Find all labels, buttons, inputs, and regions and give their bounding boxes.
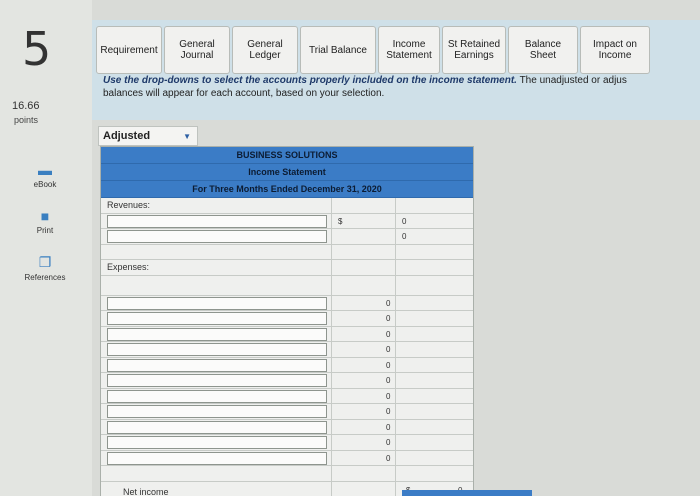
expense-amount: 0 — [386, 298, 391, 308]
expense-account-select[interactable] — [107, 421, 327, 434]
tab-impact-on-income[interactable]: Impact on Income — [580, 26, 650, 74]
tab-income-statement[interactable]: Income Statement — [378, 26, 440, 74]
tab-general-journal[interactable]: General Journal — [164, 26, 230, 74]
expense-amount: 0 — [386, 391, 391, 401]
revenue-row — [101, 229, 473, 245]
expense-account-select[interactable] — [107, 343, 327, 356]
expense-amount: 0 — [386, 345, 391, 354]
blank-row — [101, 245, 473, 261]
references-button[interactable] — [10, 254, 80, 282]
print-label: Print — [36, 226, 54, 235]
left-column — [0, 0, 92, 496]
expense-account-select[interactable] — [107, 297, 327, 310]
expense-account-select[interactable] — [107, 436, 327, 449]
currency-symbol: $ — [338, 216, 343, 226]
expense-row — [101, 296, 473, 312]
revenue-account-select[interactable] — [107, 230, 327, 243]
tab-balance-sheet[interactable]: Balance Sheet — [508, 26, 578, 74]
expense-amount: 0 — [386, 438, 391, 447]
expense-row — [101, 327, 473, 343]
references-icon: ❐ — [38, 254, 52, 270]
expense-amount: 0 — [386, 453, 391, 463]
expense-amount: 0 — [386, 314, 391, 323]
expense-amount: 0 — [386, 407, 391, 416]
references-label: References — [24, 273, 66, 282]
instructions-line2: balances will appear for each account, based on your selection. — [103, 88, 385, 99]
company-name: BUSINESS SOLUTIONS — [101, 147, 473, 164]
expense-row — [101, 451, 473, 467]
expense-amount: 0 — [386, 360, 391, 370]
income-statement-table — [100, 146, 474, 496]
net-income-label: Net income — [123, 486, 169, 496]
statement-period: For Three Months Ended December 31, 2020 — [101, 181, 473, 198]
ebook-icon: ▬ — [38, 162, 52, 178]
expense-amount: 0 — [386, 376, 391, 385]
bottom-accent-bar — [402, 490, 532, 496]
tab-requirement[interactable]: Requirement — [96, 26, 162, 74]
chevron-down-icon: ▼ — [183, 132, 191, 141]
print-icon: ■ — [40, 208, 50, 224]
ebook-button[interactable] — [10, 162, 80, 189]
revenue-account-select[interactable] — [107, 215, 327, 228]
expense-amount: 0 — [386, 329, 391, 339]
expense-account-select[interactable] — [107, 312, 327, 325]
blank-row — [101, 276, 473, 296]
expense-account-select[interactable] — [107, 390, 327, 403]
expense-row — [101, 373, 473, 389]
instructions-rest: The unadjusted or adjus — [519, 75, 627, 86]
tab-st-retained-earnings[interactable]: St Retained Earnings — [442, 26, 506, 74]
expense-account-select[interactable] — [107, 359, 327, 372]
points-label: points — [14, 115, 39, 125]
tab-bar — [96, 26, 652, 74]
expense-row — [101, 420, 473, 436]
points-value: 16.66 — [12, 100, 40, 112]
ebook-label: eBook — [33, 180, 57, 189]
expense-row — [101, 311, 473, 327]
tab-general-ledger[interactable]: General Ledger — [232, 26, 298, 74]
instructions — [103, 74, 700, 100]
revenue-amount: 0 — [402, 232, 407, 241]
expenses-row — [101, 260, 473, 276]
revenue-row — [101, 214, 473, 230]
expense-account-select[interactable] — [107, 328, 327, 341]
question-number: 5 — [22, 22, 52, 76]
revenue-amount: 0 — [402, 216, 407, 226]
expense-account-select[interactable] — [107, 374, 327, 387]
statement-header — [101, 147, 473, 198]
revenues-row — [101, 198, 473, 214]
blank-row — [101, 466, 473, 482]
expense-row — [101, 358, 473, 374]
expense-account-select[interactable] — [107, 405, 327, 418]
expense-amount: 0 — [386, 422, 391, 432]
expense-row — [101, 342, 473, 358]
expense-row — [101, 389, 473, 405]
revenues-label: Revenues: — [107, 200, 151, 210]
instructions-bold: Use the drop-downs to select the accounts properly included on the income statement. — [103, 75, 517, 86]
balance-type-value: Adjusted — [103, 130, 151, 142]
balance-type-select[interactable] — [98, 126, 198, 146]
expense-row — [101, 404, 473, 420]
print-button[interactable] — [10, 208, 80, 235]
tab-trial-balance[interactable]: Trial Balance — [300, 26, 376, 74]
statement-title: Income Statement — [101, 164, 473, 181]
expense-account-select[interactable] — [107, 452, 327, 465]
expense-row — [101, 435, 473, 451]
expenses-label: Expenses: — [107, 262, 150, 272]
